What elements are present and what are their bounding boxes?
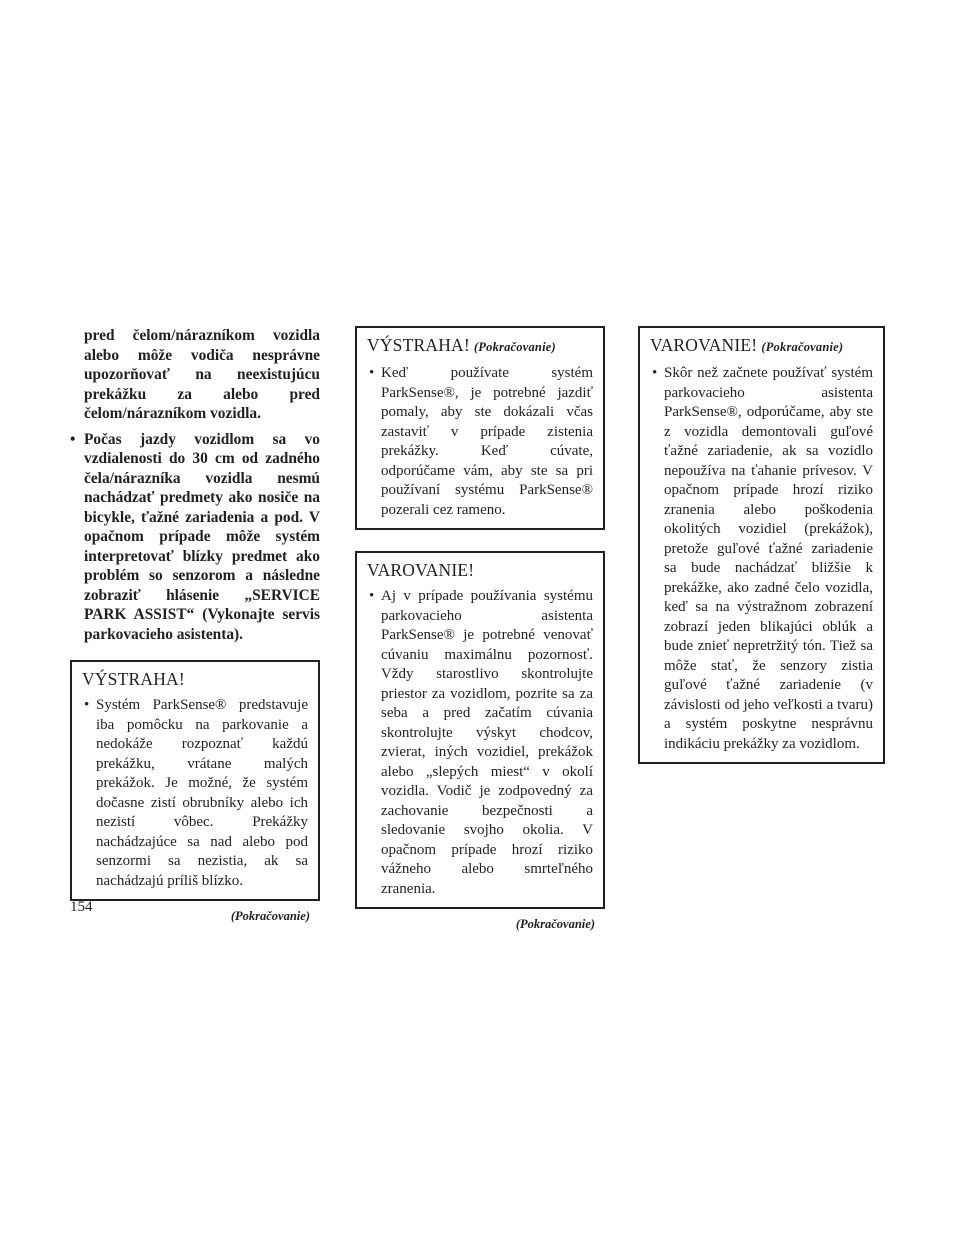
warning-item — [367, 364, 593, 520]
warning-box-continued — [355, 326, 605, 530]
bullet-item — [70, 430, 320, 645]
continued-footer: (Pokračovanie) — [230, 909, 310, 923]
warning-title: VÝSTRAHA! — [82, 669, 185, 689]
caution-title: VAROVANIE! (Pokračovanie) — [650, 335, 844, 355]
column-left — [70, 326, 320, 924]
caution-title: VAROVANIE! — [367, 560, 475, 580]
bullet-icon: • — [652, 365, 658, 381]
caution-box — [355, 551, 605, 909]
caution-text: Aj v prípade používania systému parkovacieho asistenta ParkSense® je potrebné venovať cúvaniu maximálnu pozornosť. Vždy starostlivo skontrolujte priestor za vozidlom, pozrite sa za seba a pred začatím cúvania skontrolujte výskyt chodcov, zvierat, iných vozidiel, prekážok alebo „slepých miest“ v okolí vozidla. Vodič je zodpovedný za zachovanie bezpečnosti a sledovanie svojho okolia. V opačnom prípade hrozí riziko vážneho alebo smrteľného zranenia. — [381, 588, 593, 897]
caution-text: Skôr než začnete používať systém parkovacieho asistenta ParkSense®, odporúčame, aby ste z vozidla demontovali guľové ťažné zariadenie, ak sa vozidlo nepoužíva na ťahanie prívesov. V opačnom prípade hrozí riziko zranenia alebo poškodenia okolitých vozidiel (prekážok), pretože guľové ťažné zariadenie sa bude nachádzať bližšie k prekážke, ako zadné čelo vozidla, keď sa na výstražnom zobrazení zobrazí jeden blikajúci oblúk a bude znieť nepretržitý tón. Tiež sa môže stať, že senzory zistia guľové ťažné zariadenie (v závislosti od jeho veľkosti a tvaru) a systém poskytne nesprávnu indikáciu prekážky za vozidlom. — [664, 365, 873, 752]
bullet-icon: • — [369, 365, 375, 381]
continued-label: (Pokračovanie) — [473, 340, 556, 354]
caution-box-continued — [638, 326, 885, 764]
bullet-icon: • — [84, 697, 90, 713]
bullet-text: Počas jazdy vozidlom sa vo vzdialenosti do 30 cm od zadného čela/nárazníka vozidla nesmú nachádzať predmety ako nosiče na bicykle, ťažné zariadenia a pod. V opačnom prípade môže systém interpretovať blízky predmet ako problém so senzorom a následne zobraziť hlásenie „SERVICE PARK ASSIST“ (Vykonajte servis parkovacieho asistenta). — [84, 430, 320, 643]
column-middle — [355, 326, 605, 932]
warning-box — [70, 660, 320, 901]
warning-item — [82, 696, 308, 891]
continued-paragraph: pred čelom/nárazníkom vozidla alebo môže vodiča nesprávne upozorňovať na neexistujúcu prekážku za alebo pred čelom/nárazníkom vozidla. — [84, 327, 320, 422]
warning-title: VÝSTRAHA! (Pokračovanie) — [367, 335, 556, 355]
bullet-icon: • — [70, 430, 76, 448]
page-number: 154 — [70, 899, 93, 915]
warning-text: Keď používate systém ParkSense®, je potrebné jazdiť pomaly, aby ste dokázali včas zastaviť v prípade zistenia prekážky. Keď cúvate, odporúčame vám, aby ste sa pri používaní systému ParkSense® pozerali cez rameno. — [381, 365, 593, 518]
column-right — [638, 326, 885, 764]
continued-label: (Pokračovanie) — [761, 340, 844, 354]
caution-item — [367, 587, 593, 899]
continued-footer: (Pokračovanie) — [515, 917, 595, 931]
warning-text: Systém ParkSense® predstavuje iba pomôcku na parkovanie a nedokáže rozpoznať každú prekážku, vrátane malých prekážok. Je možné, že systém dočasne zistí obrubníky alebo ich nezistí vôbec. Prekážky nachádzajúce sa nad alebo pod senzormi sa nezistia, ak sa nachádzajú príliš blízko. — [96, 697, 308, 889]
bullet-icon: • — [369, 588, 375, 604]
caution-item — [650, 364, 873, 754]
